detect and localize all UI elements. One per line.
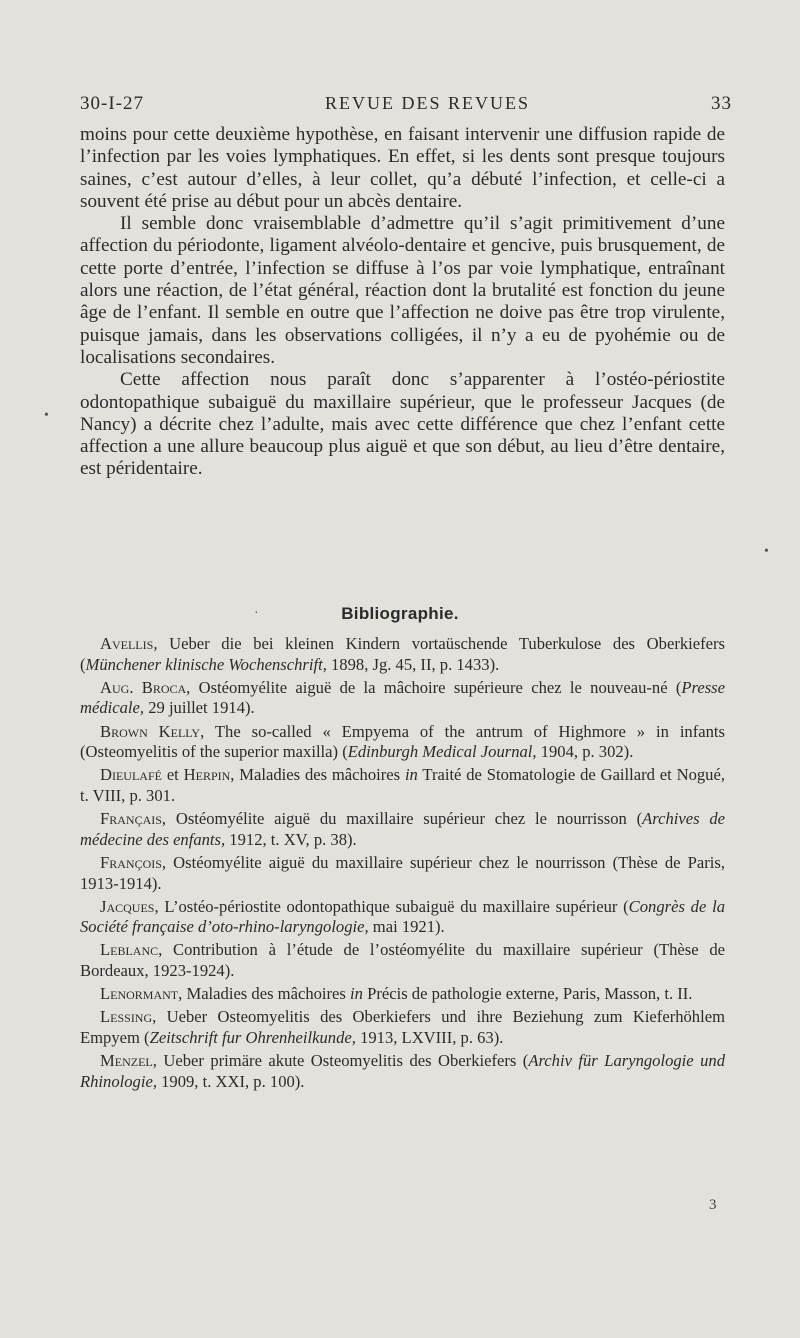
entry-author: Menzel bbox=[100, 1051, 153, 1071]
entry-source-title: Archives de médecine des enfants, bbox=[80, 809, 726, 849]
bibliography-entry bbox=[80, 765, 725, 806]
entry-text: et bbox=[161, 765, 184, 785]
entry-source-title: Edinburgh Medical Journal, bbox=[347, 742, 537, 762]
bibliography-heading: Bibliographie. bbox=[341, 604, 459, 623]
entry-author: Leblanc bbox=[100, 940, 159, 960]
entry-text: , Ostéomyélite aiguë du maxillaire supérieur chez le nourrisson (Thèse de Paris, 1913-1914). bbox=[80, 852, 725, 893]
bibliography-entry bbox=[80, 984, 725, 1005]
entry-author: Dieulafé bbox=[100, 765, 162, 785]
entry-text: , Ostéomyélite aiguë du maxillaire supérieur chez le nourrisson ( bbox=[161, 809, 643, 829]
entry-text: Précis de pathologie externe, Paris, Masson, t. II. bbox=[362, 984, 693, 1004]
entry-text: 29 juillet 1914). bbox=[144, 698, 255, 718]
entry-author: Aug. Broca bbox=[100, 677, 187, 697]
entry-text: , Ueber die bei kleinen Kindern vortaüschende Tuberkulose des Oberkiefers ( bbox=[80, 634, 725, 674]
entry-text: 1904, p. 302). bbox=[536, 742, 634, 762]
entry-text: 1909, t. XXI, p. 100). bbox=[156, 1071, 305, 1091]
entry-text: , The so-called « Empyema of the antrum of Highmore » in infants (Osteomyelitis of the superior maxilla) ( bbox=[80, 721, 725, 762]
entry-author: Français bbox=[100, 809, 162, 829]
entry-text: mai 1921). bbox=[368, 917, 445, 937]
entry-author: Herpin bbox=[183, 765, 231, 785]
entry-text: , Maladies des mâchoires bbox=[230, 765, 405, 785]
entry-text: , Ostéomyélite aiguë de la mâchoire supérieure chez le nouveau-né ( bbox=[186, 677, 682, 697]
entry-source-title: Münchener klinische Wochenschrift, bbox=[85, 654, 327, 674]
bibliography-entry bbox=[80, 1051, 725, 1092]
bibliography-entry bbox=[80, 634, 725, 675]
bibliography-entry bbox=[80, 678, 725, 719]
bibliography-list bbox=[80, 634, 725, 1095]
entry-text: 1913, LXVIII, p. 63). bbox=[355, 1028, 504, 1048]
entry-author: Lenormant bbox=[100, 984, 179, 1004]
running-title: REVUE DES REVUES bbox=[324, 93, 530, 113]
margin-mark: · bbox=[254, 606, 259, 621]
entry-source-title: Archiv für Laryngologie und Rhinologie, bbox=[80, 1051, 725, 1091]
bibliography-entry bbox=[80, 1007, 725, 1048]
entry-author: Lessing bbox=[100, 1007, 153, 1027]
entry-text: , L’ostéo-périostite odontopathique subaiguë du maxillaire supérieur ( bbox=[154, 896, 629, 916]
paragraph: moins pour cette deuxième hypothèse, en faisant intervenir une diffusion rapide de l’infection par les voies lymphatiques. En effet, si les dents sont presque toujours saines, c’est autour d’elles, à leur collet, qu’a débuté l’infection, et celle-ci a souvent été prise au début pour un abcès dentaire. bbox=[80, 124, 725, 212]
page-number: 33 bbox=[711, 93, 732, 114]
entry-text: , Ueber primäre akute Osteomyelitis des Oberkiefers ( bbox=[152, 1051, 529, 1071]
entry-text: 1912, t. XV, p. 38). bbox=[225, 829, 357, 849]
entry-text: , Ueber Osteomyelitis des Oberkiefers und ihre Beziehung zum Kieferhöhlem Empyem ( bbox=[80, 1007, 725, 1048]
entry-text: 1898, Jg. 45, II, p. 1433). bbox=[326, 654, 500, 674]
entry-author: Brown Kelly bbox=[100, 721, 201, 741]
entry-author: Avellis bbox=[100, 634, 154, 653]
entry-source-title: Zeitschrift fur Ohrenheilkunde, bbox=[149, 1028, 356, 1048]
paragraph: Il semble donc vraisemblable d’admettre qu’il s’agit primitivement d’une affection du périodonte, ligament alvéolo-dentaire et gencive, puis brusquement, de cette porte d’entrée, l’infection se diffuse à l’os par voie lymphatique, entraînant alors une réaction, de l’état général, réaction dont la brutalité est fonction du jeune âge de l’enfant. Il semble en outre que l’affection ne doive pas être trop virulente, puisque jamais, dans les observations colligées, il n’y a eu de pyohémie ou de localisations secondaires. bbox=[80, 213, 725, 368]
bibliography-entry bbox=[80, 940, 725, 981]
entry-text: , Maladies des mâchoires bbox=[178, 984, 351, 1004]
entry-source-title: in bbox=[404, 765, 418, 785]
entry-text: , Contribution à l’étude de l’ostéomyélite du maxillaire supérieur (Thèse de Bordeaux, 1923-1924). bbox=[80, 940, 725, 981]
margin-mark: • bbox=[44, 408, 49, 423]
entry-author: François bbox=[100, 852, 162, 872]
entry-author: Jacques bbox=[100, 896, 155, 916]
margin-mark: • bbox=[764, 544, 769, 559]
entry-source-title: in bbox=[350, 984, 363, 1004]
running-header bbox=[80, 93, 732, 115]
bibliography-entry bbox=[80, 853, 725, 894]
issue-date: 30-I-27 bbox=[80, 93, 144, 114]
paragraph: Cette affection nous paraît donc s’apparenter à l’ostéo-périostite odontopathique subaiguë du maxillaire supérieur, que le professeur Jacques (de Nancy) a décrite chez l’adulte, mais avec cette différence que chez l’enfant cette affection a une allure beaucoup plus aiguë et que son début, au lieu d’être dentaire, est péridentaire. bbox=[80, 369, 725, 480]
entry-source-title: Congrès de la Société française d’oto-rhino-laryngologie, bbox=[80, 896, 725, 937]
signature-mark: 3 bbox=[709, 1197, 717, 1213]
bibliography-entry bbox=[80, 809, 725, 850]
entry-text: Traité de Stomatologie de Gaillard et Nogué, t. VIII, p. 301. bbox=[80, 765, 725, 805]
bibliography-entry bbox=[80, 897, 725, 938]
entry-source-title: Presse médicale, bbox=[80, 677, 725, 718]
article-body bbox=[80, 124, 725, 481]
bibliography-entry bbox=[80, 722, 725, 763]
